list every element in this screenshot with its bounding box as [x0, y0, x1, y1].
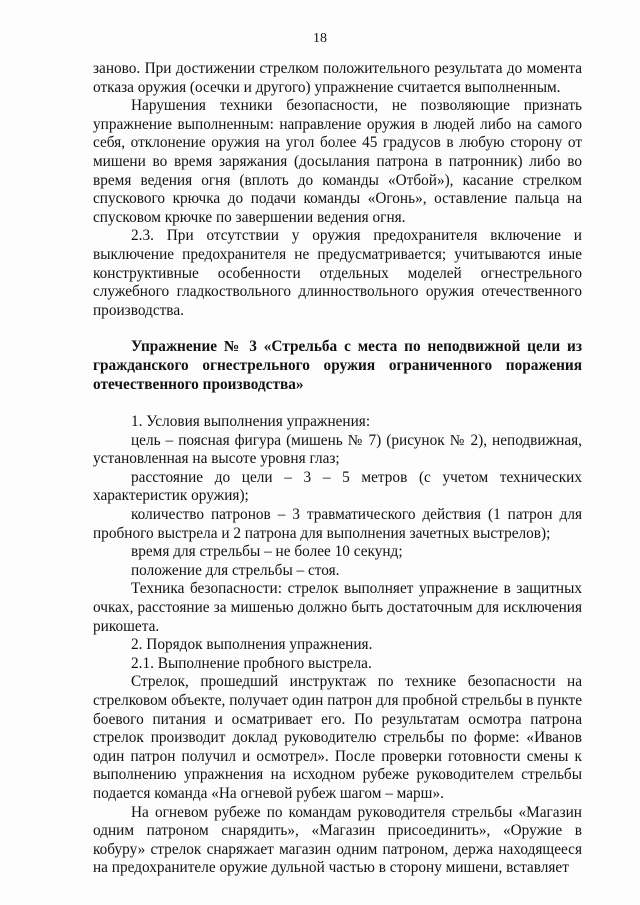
- document-body: [93, 60, 582, 878]
- paragraph: 2. Порядок выполнения упражнения.: [131, 636, 373, 654]
- paragraph: Нарушения техники безопасности, не позволяющие признать упражнение выполненным: направление оружия в людей либо на самого себя, отклонение оружия на угол более 45 градусов в любую сторону от мишени во время заряжания (досылания патрона в патронник) либо во время ведения огня (вплоть до команды «Отбой»), касание стрелком спускового крючка до подачи команды «Огонь», оставление пальца на спусковом крючке по завершении ведения огня.: [93, 97, 582, 226]
- paragraph: положение для стрельбы – стоя.: [131, 561, 340, 579]
- paragraph: 2.1. Выполнение пробного выстрела.: [131, 654, 372, 672]
- paragraph: 1. Условия выполнения упражнения:: [131, 413, 371, 431]
- page-number: 18: [313, 31, 327, 46]
- section-heading: Упражнение № 3 «Стрельба с места по неподвижной цели из гражданского огнестрельного оружия ограниченного поражения отечественного производства»: [93, 338, 582, 393]
- paragraph: 2.3. При отсутствии у оружия предохранителя включение и выключение предохранителя не предусматривается; учитываются иные конструктивные особенности отдельных моделей огнестрельного служебного гладкоствольного длинноствольного оружия отечественного производства.: [93, 227, 582, 319]
- paragraph: количество патронов – 3 травматического действия (1 патрон для пробного выстрела и 2 патрона для выполнения зачетных выстрелов);: [93, 506, 582, 542]
- paragraph: цель – поясная фигура (мишень № 7) (рисунок № 2), неподвижная, установленная на высоте уровня глаз;: [93, 431, 582, 468]
- paragraph: заново. При достижении стрелком положительного результата до момента отказа оружия (осечки и другого) упражнение считается выполненным.: [93, 60, 582, 96]
- paragraph: Техника безопасности: стрелок выполняет упражнение в защитных очках, расстояние за мишенью должно быть достаточным для исключения рикошета.: [93, 580, 582, 635]
- paragraph: расстояние до цели – 3 – 5 метров (с учетом технических характеристик оружия);: [93, 468, 582, 505]
- paragraph: На огневом рубеже по командам руководителя стрельбы «Магазин одним патроном снарядить», «Магазин присоединить», «Оружие в кобуру» стрелок снаряжает магазин одним патроном, держа находящееся на предохранителе оружие дульной частью в сторону мишени, вставляет: [93, 803, 582, 877]
- paragraph: Стрелок, прошедший инструктаж по технике безопасности на стрелковом объекте, получает один патрон для пробной стрельбы в пункте боевого питания и осматривает его. По результатам осмотра патрона стрелок производит доклад руководителю стрельбы по форме: «Иванов один патрон получил и осмотрел». После проверки готовности смены к выполнению упражнения на исходном рубеже руководителем стрельбы подается команда «На огневой рубеж шагом – марш».: [93, 673, 582, 802]
- paragraph: время для стрельбы – не более 10 секунд;: [131, 543, 403, 561]
